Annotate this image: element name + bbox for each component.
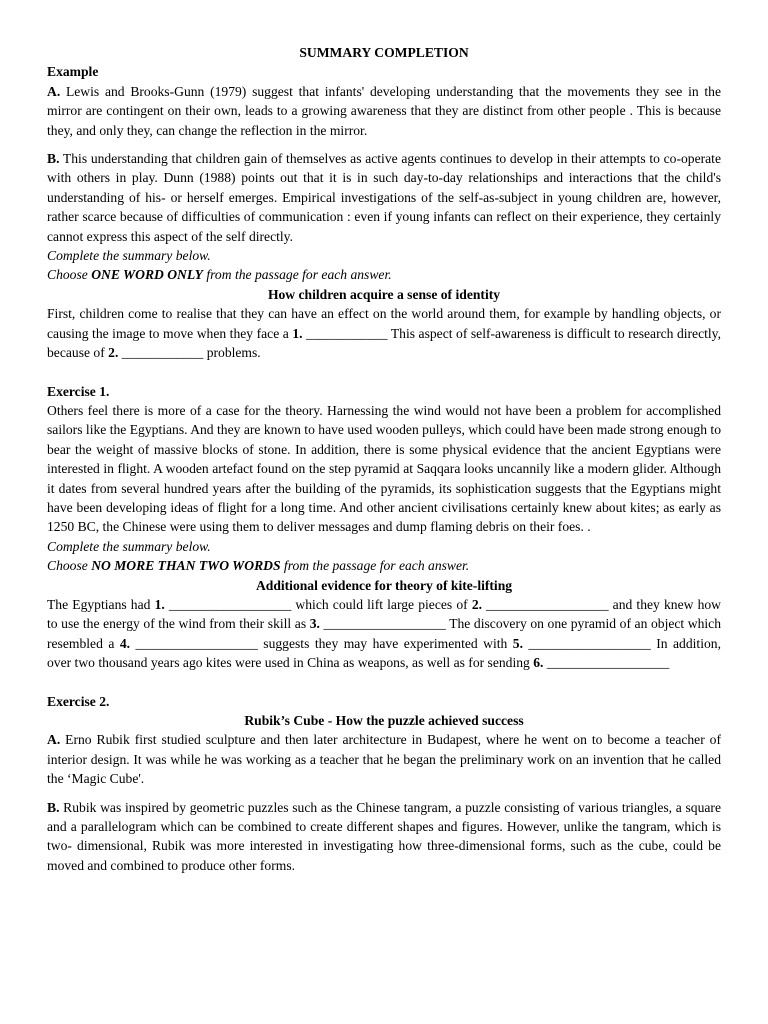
exercise-1-instruction-1: Complete the summary below. (47, 538, 211, 554)
instruction-text: from the passage for each answer. (280, 558, 470, 574)
exercise-1-summary-title: Additional evidence for theory of kite-lifting (255, 577, 513, 593)
question-number-2: 2. (108, 345, 119, 361)
example-heading: Example (47, 64, 99, 80)
instruction-text: from the passage for each answer. (202, 267, 392, 283)
example-paragraph-a (47, 82, 721, 140)
exercise-1-section (47, 382, 721, 673)
paragraph-label-b: B. (47, 799, 60, 815)
instruction-emphasis: ONE WORD ONLY (91, 267, 203, 283)
example-section (47, 62, 721, 362)
question-number-1: 1. (292, 325, 303, 341)
instruction-text: Choose (47, 267, 92, 283)
exercise-2-title: Rubik’s Cube - How the puzzle achieved success (244, 713, 524, 728)
summary-text: __________________ (543, 655, 670, 671)
example-paragraph-b (47, 149, 721, 246)
question-number-6: 6. (533, 655, 544, 671)
summary-text: __________________ suggests they may have experimented with (130, 635, 513, 651)
exercise-1-heading: Exercise 1. (47, 383, 110, 399)
exercise-1-summary-text (47, 595, 721, 673)
paragraph-text-b: Rubik was inspired by geometric puzzles such as the Chinese tangram, a puzzle consisting of various triangles, a square and a parallelogram which can be combined to create different shapes and figures. However, unlike the tangram, which is two- dimensional, Rubik was more interested in investigating how three-dimensional forms, such as the cube, could be moved and combined to produce other forms. (47, 799, 721, 873)
paragraph-label-a: A. (47, 83, 61, 99)
instruction-text: Choose (47, 558, 92, 574)
example-instruction-1: Complete the summary below. (47, 248, 211, 264)
example-summary-text (47, 304, 721, 362)
paragraph-label-b: B. (47, 151, 60, 167)
question-number-5: 5. (512, 635, 523, 651)
paragraph-text-a: Lewis and Brooks-Gunn (1979) suggest that infants' developing understanding that the movements they see in the mirror are contingent on their own, leads to a growing awareness that they are distinct from other people . This is because they, and only they, can change the reflection in the mirror. (47, 83, 721, 138)
summary-text: First, children come to realise that they can have an effect on the world around them, for example by handling objects, or causing the image to move when they face a (47, 306, 721, 341)
exercise-2-paragraph-b (47, 798, 721, 876)
exercise-2-heading: Exercise 2. (47, 693, 110, 709)
question-number-4: 4. (119, 635, 131, 651)
exercise-1-passage: Others feel there is more of a case for the theory. Harnessing the wind would not have been a problem for accomplished sailors like the Egyptians. And they are known to have used wooden pulleys, which could have been made strong enough to bear the weight of massive blocks of stone. In addition, there is some physical evidence that the ancient Egyptians were interested in flight. A wooden artefact found on the step pyramid at Saqqara looks uncannily like a modern glider. Although it dates from several hundred years after the building of the pyramids, its sophistication suggests that the Egyptians might have been developing ideas of flight for a long time. And other ancient civilisations certainly knew about kites; as early as 1250 BC, the Chinese were using them to deliver messages and dump flaming debris on their foes. . (47, 402, 721, 535)
summary-text: __________________ In addition, over two thousand years ago kites were used in China as weapons, as well as for sending (47, 635, 721, 671)
summary-text: __________________ which could lift large pieces of (164, 596, 472, 612)
instruction-emphasis: NO MORE THAN TWO WORDS (91, 558, 281, 574)
paragraph-label-a: A. (47, 732, 61, 748)
exercise-2-paragraph-a (47, 730, 721, 788)
document-title: SUMMARY COMPLETION (299, 45, 469, 60)
paragraph-text-a: Erno Rubik first studied sculpture and then later architecture in Budapest, where he went on to become a teacher of interior design. It was while he was working as a teacher that he began the preliminary work on an invention that he called the ‘Magic Cube'. (47, 732, 721, 787)
question-number-3: 3. (309, 616, 320, 632)
question-number-1: 1. (154, 596, 165, 612)
exercise-2-section (47, 692, 721, 876)
example-summary-title: How children acquire a sense of identity (267, 286, 501, 302)
summary-text: __________________ The discovery on one pyramid of an object which resembled a (47, 616, 721, 651)
summary-text: The Egyptians had (47, 596, 155, 612)
summary-text: ____________ problems. (118, 345, 261, 361)
example-instruction-2 (47, 265, 721, 284)
summary-text: ____________ This aspect of self-awareness is difficult to research directly, because of (47, 325, 721, 361)
summary-text: __________________ and they knew how to use the energy of the wind from their skill as (47, 596, 721, 632)
exercise-1-instruction-2 (47, 556, 721, 575)
paragraph-text-b: This understanding that children gain of themselves as active agents continues to develop in their attempts to co-operate with others in play. Dunn (1988) points out that it is in such day-to-day relationships and interactions that the child's understanding of his- or herself emerges. Empirical investigations of the self-as-subject in young children are, however, rather scarce because of difficulties of communication : even if young infants can reflect on their experience, they certainly cannot express this aspect of the self directly. (47, 151, 721, 244)
question-number-2: 2. (471, 596, 483, 612)
document-page (47, 43, 721, 875)
